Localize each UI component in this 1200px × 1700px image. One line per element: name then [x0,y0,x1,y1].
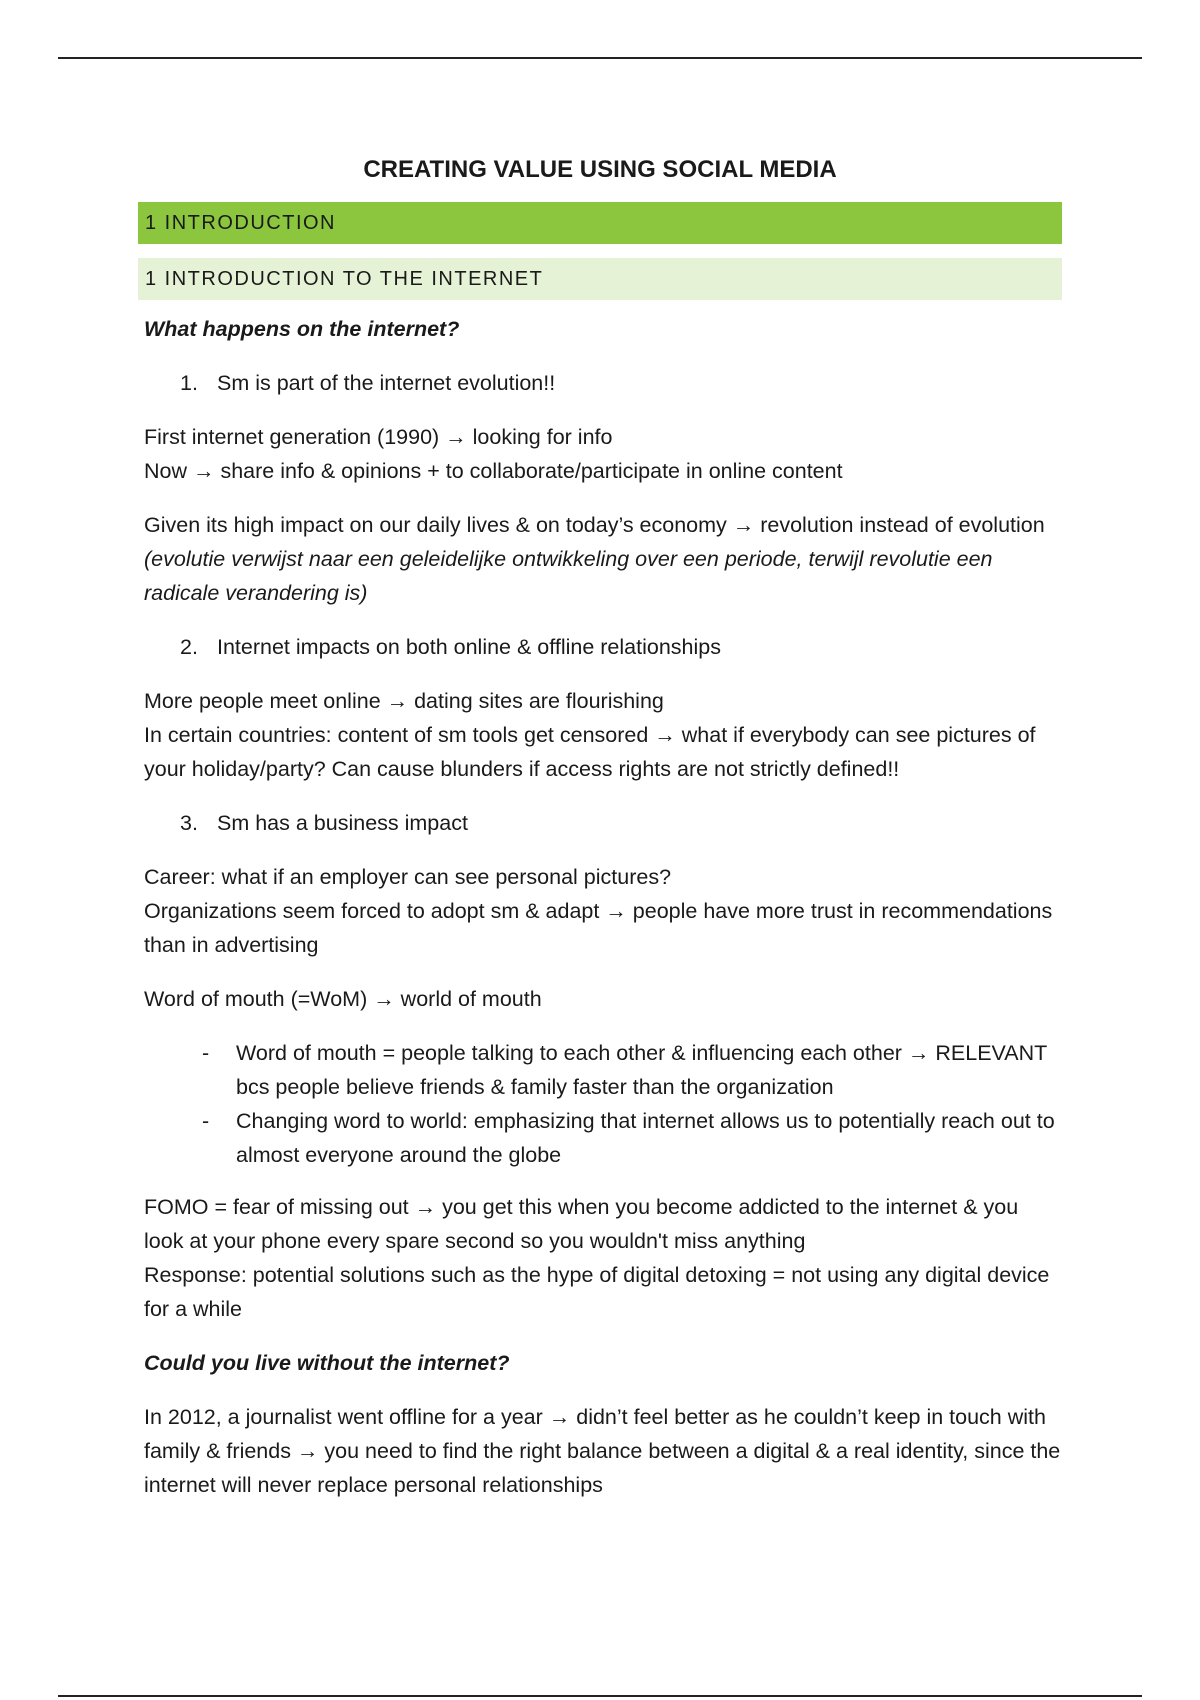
header-rule [58,57,1142,59]
paragraph [144,860,1062,962]
question-heading: Could you live without the internet? [144,1351,510,1375]
paragraph-line: In certain countries: content of sm tools get censored → what if everybody can see pictures of your holiday/party? Can cause blunders if access rights are not strictly defined!! [144,723,1036,781]
heading-2: 1 INTRODUCTION TO THE INTERNET [138,258,1062,300]
question-heading: What happens on the internet? [144,317,460,341]
paragraph-line: Response: potential solutions such as the hype of digital detoxing = not using any digital device for a while [144,1263,1050,1321]
document-title: CREATING VALUE USING SOCIAL MEDIA [363,156,837,183]
dash-marker: - [202,1041,210,1065]
numbered-item [180,630,1062,664]
paragraph [144,1190,1062,1326]
paragraph-line: More people meet online → dating sites are flourishing [144,689,664,713]
list-item-text: Changing word to world: emphasizing that internet allows us to potentially reach out to almost everyone around the globe [236,1109,1055,1167]
paragraph-line: Organizations seem forced to adopt sm & adapt → people have more trust in recommendations than in advertising [144,899,1053,957]
item-text: Sm is part of the internet evolution!! [217,371,556,395]
item-number: 1. [180,371,198,395]
paragraph: Word of mouth (=WoM) → world of mouth [144,987,542,1011]
paragraph: In 2012, a journalist went offline for a year → didn’t feel better as he couldn’t keep in touch with family & friends → you need to find the right balance between a digital & a real identity, since the internet will never replace personal relationships [144,1405,1061,1497]
document-body [138,150,1062,1522]
paragraph [144,684,1062,786]
paragraph-line: Now → share info & opinions + to collaborate/participate in online content [144,459,843,483]
footer-rule [58,1695,1142,1697]
dash-marker: - [202,1109,210,1133]
list-item-text: Word of mouth = people talking to each other & influencing each other → RELEVANT bcs people believe friends & family faster than the organization [236,1041,1047,1099]
item-number: 2. [180,635,198,659]
paragraph-line: First internet generation (1990) → looking for info [144,425,613,449]
paragraph-line: Career: what if an employer can see personal pictures? [144,865,672,889]
paragraph [144,508,1062,610]
paragraph-italic-note: (evolutie verwijst naar een geleidelijke ontwikkeling over een periode, terwijl revolutie een radicale verandering is) [144,547,993,605]
item-text: Sm has a business impact [217,811,468,835]
paragraph-text: Given its high impact on our daily lives & on today’s economy → revolution instead of evolution [144,513,1045,537]
heading-1: 1 INTRODUCTION [138,202,1062,244]
numbered-item [180,806,1062,840]
paragraph [144,420,1062,488]
list-item [138,1036,1062,1104]
numbered-item [180,366,1062,400]
list-item [138,1104,1062,1172]
item-text: Internet impacts on both online & offline relationships [217,635,721,659]
paragraph-line: FOMO = fear of missing out → you get this when you become addicted to the internet & you look at your phone every spare second so you wouldn't miss anything [144,1195,1019,1253]
item-number: 3. [180,811,198,835]
bullet-list [138,1036,1062,1172]
